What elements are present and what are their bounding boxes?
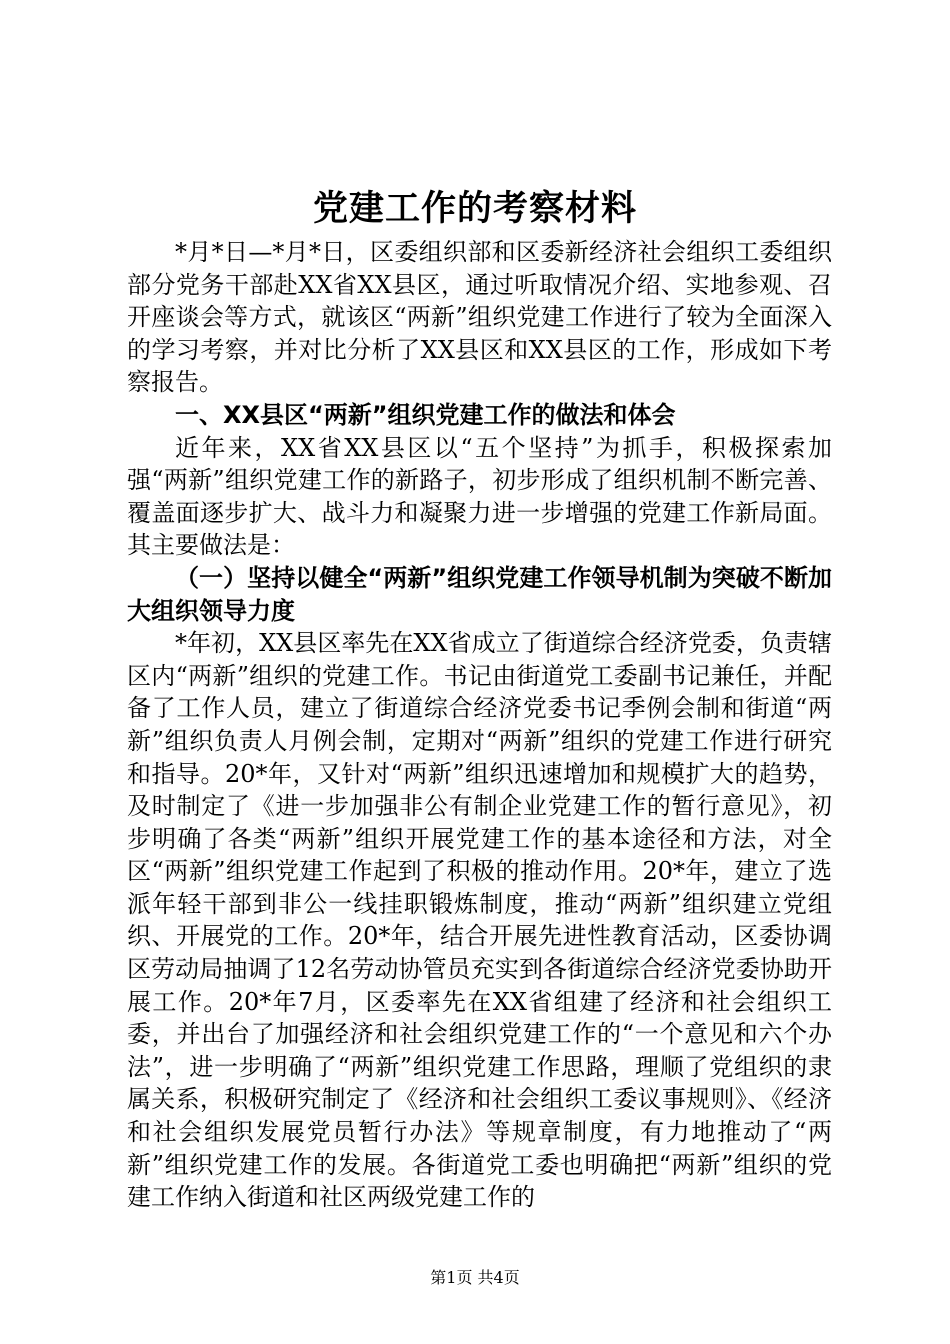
document-body	[127, 236, 832, 1214]
section-heading-1: 一、XX县区“两新”组织党建工作的做法和体会	[175, 400, 676, 429]
paragraph-overview: 近年来，XX省XX县区以“五个坚持”为抓手，积极探索加强“两新”组织党建工作的新路子，初步形成了组织机制不断完善、覆盖面逐步扩大、战斗力和凝聚力进一步增强的党建工作新局面。其主要做法是：	[127, 433, 832, 560]
page-number-footer: 第1页 共4页	[430, 1268, 520, 1287]
paragraph-intro: *月*日—*月*日，区委组织部和区委新经济社会组织工委组织部分党务干部赴XX省XX县区，通过听取情况介绍、实地参观、召开座谈会等方式，就该区“两新”组织党建工作进行了较为全面深入的学习考察，并对比分析了XX县区和XX县区的工作，形成如下考察报告。	[127, 238, 832, 397]
paragraph-leadership: *年初，XX县区率先在XX省成立了街道综合经济党委，负责辖区内“两新”组织的党建工作。书记由街道党工委副书记兼任，并配备了工作人员，建立了街道综合经济党委书记季例会制和街道“两新”组织负责人月例会制，定期对“两新”组织的党建工作进行研究和指导。20*年，又针对“两新”组织迅速增加和规模扩大的趋势，及时制定了《进一步加强非公有制企业党建工作的暂行意见》，初步明确了各类“两新”组织开展党建工作的基本途径和方法，对全区“两新”组织党建工作起到了积极的推动作用。20*年，建立了选派年轻干部到非公一线挂职锻炼制度，推动“两新”组织建立党组织、开展党的工作。20*年，结合开展先进性教育活动，区委协调区劳动局抽调了12名劳动协管员充实到各街道综合经济党委协助开展工作。20*年7月，区委率先在XX省组建了经济和社会组织工委，并出台了加强经济和社会组织党建工作的“一个意见和六个办法”，进一步明确了“两新”组织党建工作思路，理顺了党组织的隶属关系，积极研究制定了《经济和社会组织工委议事规则》、《经济和社会组织发展党员暂行办法》等规章制度，有力地推动了“两新”组织党建工作的发展。各街道党工委也明确把“两新”组织的党建工作纳入街道和社区两级党建工作的	[127, 629, 832, 1212]
subsection-heading-1: （一）坚持以健全“两新”组织党建工作领导机制为突破不断加大组织领导力度	[127, 563, 832, 625]
document-title: 党建工作的考察材料	[312, 189, 637, 229]
